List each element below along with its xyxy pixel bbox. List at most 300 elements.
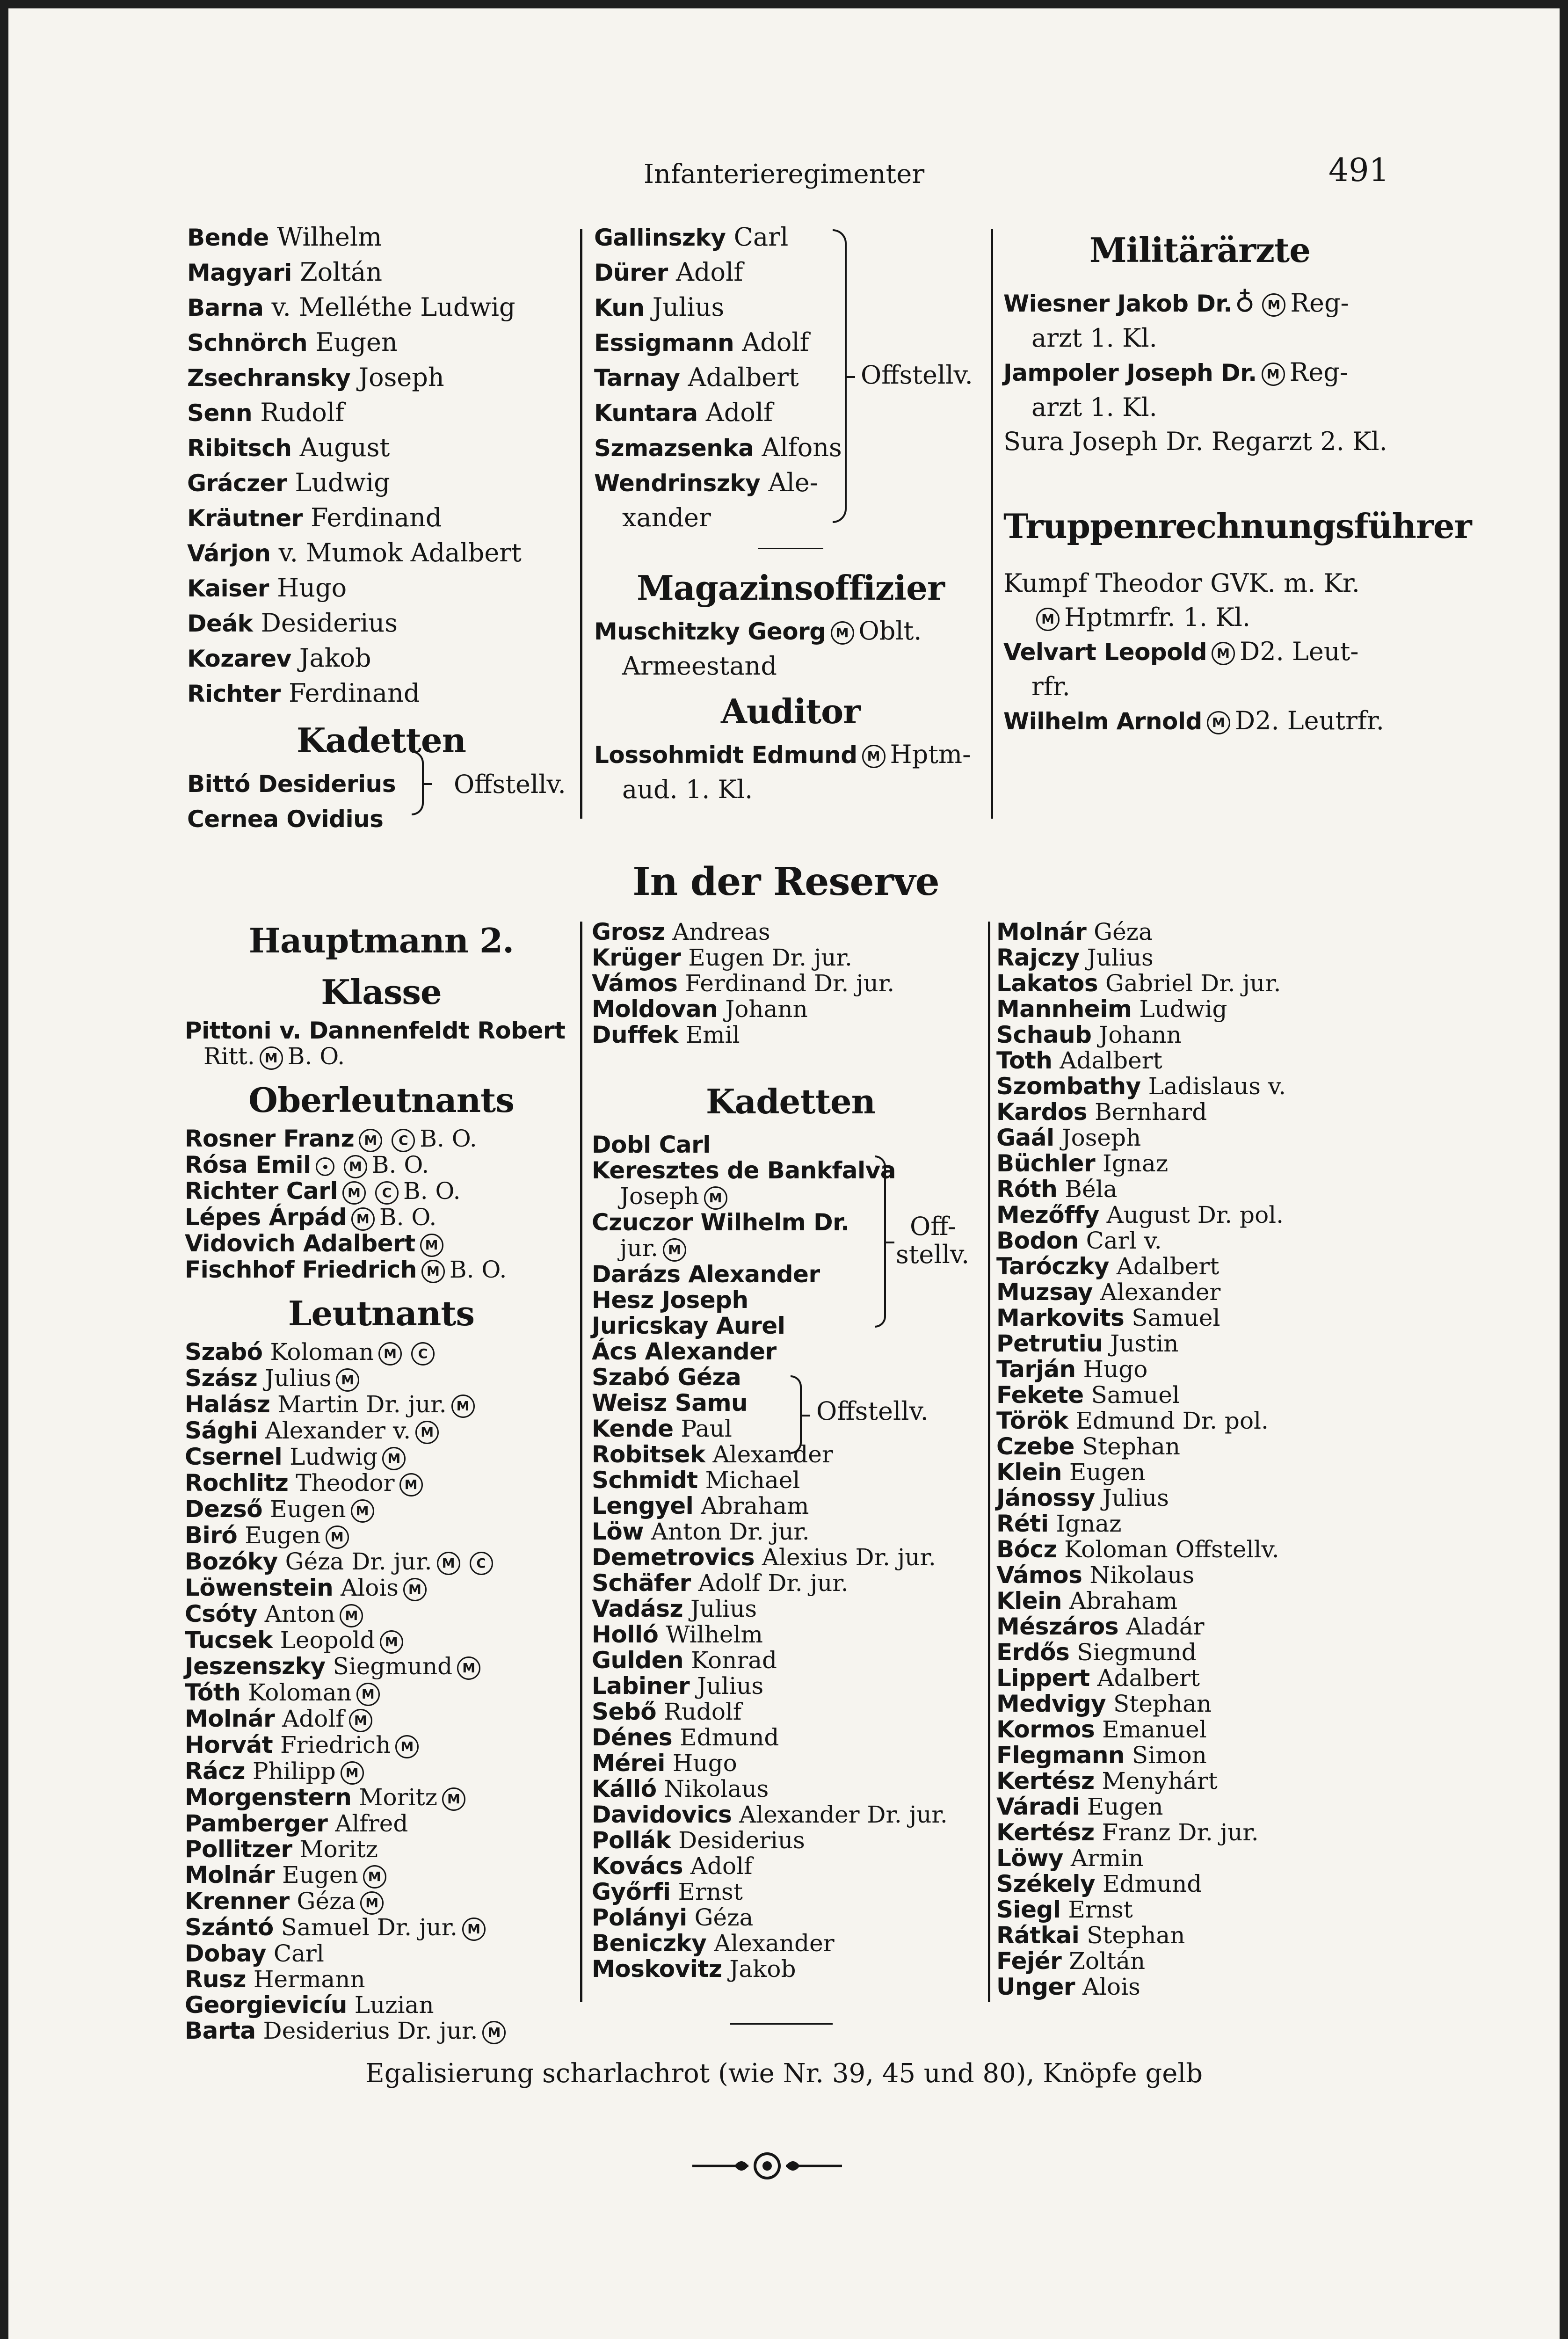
- given-name: Friedrich: [273, 1731, 391, 1758]
- given-name: Bernhard: [1087, 1098, 1207, 1126]
- list-item: [592, 1519, 989, 1545]
- given-name: Géza Dr. jur.: [277, 1548, 432, 1575]
- list-item: [185, 1758, 578, 1785]
- given-name: Béla: [1057, 1176, 1118, 1203]
- reserve-heading: In der Reserve: [632, 859, 939, 904]
- given-name: Adalbert: [1089, 1664, 1200, 1692]
- list-item: [996, 1640, 1399, 1665]
- surname: Petrutiu: [996, 1330, 1103, 1357]
- reserve-kadetten-brace-1: [875, 1155, 886, 1328]
- surname: Schnörch: [187, 329, 308, 356]
- surname: Büchler: [996, 1150, 1096, 1177]
- list-item: [996, 1511, 1399, 1537]
- list-item: [187, 220, 575, 255]
- surname: Szabó: [185, 1338, 263, 1366]
- given-name: Siegmund: [325, 1653, 453, 1680]
- medal-m-icon: M: [1212, 642, 1235, 665]
- medal-m-icon: M: [341, 1761, 364, 1785]
- given-name: Moritz: [351, 1784, 437, 1811]
- given-name: Abraham: [1062, 1587, 1178, 1614]
- given-name: Ale-: [760, 468, 818, 497]
- given-name: Wilhelm: [658, 1621, 763, 1648]
- given-name: Alfons: [754, 433, 842, 462]
- surname: Dürer: [594, 259, 668, 286]
- list-item: [996, 1408, 1399, 1434]
- list-item: Lossohmidt Edmund M Hptm-: [594, 740, 971, 769]
- hauptmann-heading: Hauptmann 2. Klasse: [248, 921, 514, 1012]
- list-item: [185, 1785, 578, 1811]
- list-item: [996, 945, 1399, 971]
- list-item: Wilhelm Arnold M D2. Leutrfr.: [1003, 706, 1384, 735]
- given-name: Adolf: [275, 1705, 344, 1732]
- medal-m-icon: M: [1207, 711, 1230, 734]
- given-name: Adalbert: [1109, 1253, 1220, 1280]
- list-item: rfr.: [1031, 672, 1070, 701]
- surname: Bodon: [996, 1227, 1079, 1254]
- given-name: Ignaz: [1095, 1150, 1169, 1177]
- list-item: [592, 1956, 989, 1982]
- surname: Molnár: [185, 1861, 275, 1889]
- list-item: [996, 1074, 1399, 1099]
- list-item: [185, 1575, 578, 1601]
- list-item: Wiesner Jakob Dr. ♁ M Reg-: [1003, 286, 1349, 318]
- list-item: Darázs Alexander: [592, 1261, 820, 1288]
- given-name: Rudolf: [252, 398, 345, 427]
- list-item: [185, 1811, 578, 1837]
- truppenrechnungsfuehrer-heading: Truppenrechnungsführer: [1003, 506, 1472, 546]
- surname: Löwy: [996, 1845, 1063, 1872]
- given-name: Adolf Dr. jur.: [690, 1569, 849, 1597]
- given-name: Eugen: [1080, 1793, 1163, 1820]
- surname: Vámos: [996, 1562, 1082, 1589]
- given-name: Theodor: [288, 1469, 395, 1496]
- given-name: Emanuel: [1095, 1716, 1207, 1743]
- list-item: [996, 1048, 1399, 1074]
- list-item: [592, 1931, 989, 1956]
- surname: Fejér: [996, 1947, 1062, 1975]
- medal-m-icon: M: [359, 1129, 382, 1152]
- medal-m-icon: M: [442, 1787, 465, 1811]
- given-name: Armin: [1063, 1845, 1144, 1872]
- surname: Wendrinszky: [594, 470, 761, 497]
- given-name: Koloman: [240, 1679, 352, 1706]
- list-item: [185, 1496, 578, 1523]
- medal-m-icon: M: [378, 1342, 402, 1366]
- medal-m-icon: M: [457, 1656, 480, 1680]
- list-item: [996, 1460, 1399, 1485]
- surname: Ribitsch: [187, 435, 292, 462]
- given-name: Edmund Dr. pol.: [1068, 1407, 1269, 1434]
- list-item: [185, 1444, 578, 1470]
- list-item: M Hptmrfr. 1. Kl.: [1003, 600, 1396, 634]
- surname: Morgenstern: [185, 1784, 352, 1811]
- dot-circle-icon: [316, 1157, 334, 1176]
- list-item: Lépes Árpád M B. O.: [185, 1204, 437, 1231]
- surname: Kertész: [996, 1819, 1095, 1846]
- medal-m-icon: M: [395, 1735, 419, 1758]
- given-name: Alexander v.: [257, 1417, 411, 1444]
- auditor-heading: Auditor: [720, 691, 861, 731]
- list-item: [996, 1434, 1399, 1460]
- list-item: Joseph M: [592, 1184, 989, 1210]
- given-name: Ferdinand: [280, 678, 420, 708]
- surname: Tucsek: [185, 1627, 273, 1654]
- surname: Taróczky: [996, 1253, 1109, 1280]
- medal-m-icon: M: [1262, 363, 1285, 386]
- surname: Robitsek: [592, 1441, 705, 1468]
- list-item: [996, 1588, 1399, 1614]
- list-item: [185, 1523, 578, 1549]
- list-item: [187, 465, 575, 501]
- surname: Pollitzer: [185, 1836, 292, 1863]
- list-item: [996, 1974, 1399, 2000]
- medal-c-icon: C: [470, 1552, 493, 1575]
- list-item: [185, 1654, 578, 1680]
- surname: Krenner: [185, 1888, 290, 1915]
- given-name: Desiderius: [671, 1827, 805, 1854]
- given-name: Carl: [266, 1940, 324, 1967]
- surname: Polányi: [592, 1904, 687, 1931]
- list-item: Ács Alexander: [592, 1338, 777, 1365]
- magazinsoffizier-heading: Magazinsoffizier: [637, 568, 944, 608]
- list-item: [996, 971, 1399, 996]
- offstellv-brace-label: Offstellv.: [861, 360, 973, 390]
- medal-m-icon: M: [326, 1525, 349, 1549]
- given-name: August Dr. pol.: [1099, 1201, 1284, 1228]
- list-item: [996, 919, 1399, 945]
- list-item: [592, 996, 989, 1022]
- surname: Siegl: [996, 1896, 1061, 1923]
- given-name: Aladár: [1118, 1613, 1205, 1640]
- cross-symbol-icon: ♁: [1234, 286, 1255, 318]
- list-item: [594, 430, 987, 465]
- list-item: Cernea Ovidius: [187, 806, 384, 833]
- reserve-col2-bottom-list: [592, 1416, 989, 1982]
- given-name: Eugen: [262, 1496, 346, 1523]
- surname: Barna: [187, 294, 264, 321]
- surname: Gaál: [996, 1124, 1054, 1151]
- reserve-kadetten-brace-2: [791, 1375, 802, 1454]
- reserve-kadetten-label-2: Offstellv.: [816, 1396, 929, 1426]
- list-item: [592, 1905, 989, 1931]
- list-item: [187, 571, 575, 606]
- list-item: [996, 1537, 1399, 1562]
- surname: Rajczy: [996, 944, 1080, 971]
- list-item: [185, 1470, 578, 1496]
- surname: Mannheim: [996, 995, 1132, 1023]
- surname: Csóty: [185, 1600, 257, 1627]
- given-name: Hermann: [246, 1966, 365, 1993]
- reserve-divider-1: [580, 922, 582, 2002]
- given-name: Andreas: [665, 918, 770, 945]
- given-name: Alois: [333, 1574, 399, 1601]
- running-header: Infanterieregimenter: [643, 159, 925, 189]
- list-item: [185, 1627, 578, 1654]
- list-item: [592, 1622, 989, 1648]
- surname: Senn: [187, 400, 253, 427]
- list-item: [996, 1845, 1399, 1871]
- given-name: Ladislaus v.: [1140, 1073, 1286, 1100]
- given-name: Moritz: [292, 1836, 378, 1863]
- surname: Kun: [594, 294, 645, 321]
- list-item: [996, 1897, 1399, 1923]
- surname: Lakatos: [996, 970, 1098, 997]
- list-item: [185, 1549, 578, 1575]
- given-name: Adolf: [668, 257, 743, 287]
- list-item: [592, 1596, 989, 1622]
- militaeraerzte-heading: Militärärzte: [1089, 230, 1311, 270]
- medal-m-icon: M: [403, 1578, 427, 1601]
- reserve-col3-list: [996, 919, 1399, 2000]
- list-item: [594, 325, 987, 360]
- list-item: [592, 1879, 989, 1905]
- surname: Flegmann: [996, 1742, 1125, 1769]
- kadetten-heading: Kadetten: [296, 720, 466, 760]
- given-name: Stephan: [1079, 1922, 1185, 1949]
- medal-m-icon: M: [336, 1368, 359, 1392]
- given-name: Hugo: [665, 1750, 737, 1777]
- given-name: Ernst: [1060, 1896, 1133, 1923]
- given-name: Johann: [1091, 1021, 1182, 1048]
- surname: Szmazsenka: [594, 435, 754, 462]
- given-name: Rudolf: [656, 1698, 742, 1725]
- surname: Löwenstein: [185, 1574, 334, 1601]
- surname: Rácz: [185, 1758, 245, 1785]
- surname: Csernel: [185, 1443, 283, 1470]
- list-item: [185, 1339, 578, 1366]
- given-name: Joseph: [1054, 1124, 1141, 1151]
- list-item: [996, 1485, 1399, 1511]
- given-name: Paul: [673, 1415, 732, 1442]
- given-name: Julius: [1079, 944, 1154, 971]
- list-item: [996, 1562, 1399, 1588]
- given-name: Carl: [726, 222, 789, 252]
- list-item: [996, 1382, 1399, 1408]
- list-item: [187, 641, 575, 676]
- list-item: Czuczor Wilhelm Dr.: [592, 1209, 849, 1236]
- surname: Schmidt: [592, 1467, 698, 1494]
- surname: Sebő: [592, 1698, 657, 1725]
- given-name: Philipp: [245, 1758, 336, 1785]
- leutnants-list: [185, 1339, 578, 2044]
- medal-m-icon: M: [831, 621, 854, 645]
- given-name: Luzian: [347, 1991, 434, 2019]
- medal-m-icon: M: [349, 1709, 372, 1732]
- list-item: Richter Carl M C B. O.: [185, 1177, 461, 1205]
- list-item: [592, 945, 989, 971]
- surname: Kaiser: [187, 575, 269, 602]
- reserve-kadetten-label-1b: stellv.: [896, 1240, 970, 1269]
- given-name: Wilhelm: [269, 222, 382, 252]
- list-item: [594, 290, 987, 325]
- list-item: [594, 501, 987, 535]
- list-item: Juricskay Aurel: [592, 1312, 785, 1339]
- given-name: Franz Dr. jur.: [1094, 1819, 1259, 1846]
- list-item: [185, 1392, 578, 1418]
- given-name: Eugen: [1062, 1459, 1146, 1486]
- surname: Moskovitz: [592, 1955, 722, 1983]
- list-item: [996, 1923, 1399, 1948]
- list-item: [592, 1570, 989, 1596]
- top-col1-name-list: [187, 220, 575, 711]
- list-item: Rosner Franz M C B. O.: [185, 1125, 477, 1152]
- list-item: [185, 1732, 578, 1758]
- medal-m-icon: M: [399, 1473, 423, 1496]
- footer-note: Egalisierung scharlachrot (wie Nr. 39, 45 und 80), Knöpfe gelb: [365, 2058, 1203, 2089]
- surname: Unger: [996, 1973, 1075, 2000]
- list-item: [996, 1125, 1399, 1151]
- list-item: [592, 1828, 989, 1853]
- surname: Moldovan: [592, 995, 718, 1023]
- list-item: Kumpf Theodor GVK. m. Kr.: [1003, 568, 1360, 598]
- given-name: Eugen Dr. jur.: [681, 944, 852, 971]
- surname: Lengyel: [592, 1492, 694, 1519]
- given-name: Adolf: [682, 1852, 753, 1880]
- surname: Horvát: [185, 1731, 273, 1758]
- list-item: [185, 1366, 578, 1392]
- medal-m-icon: M: [482, 2021, 506, 2044]
- list-item: jur. M: [592, 1235, 989, 1262]
- surname: Magyari: [187, 259, 292, 286]
- given-name: Koloman Offstellv.: [1057, 1536, 1279, 1563]
- medal-m-icon: M: [363, 1865, 386, 1889]
- medal-m-icon: M: [340, 1604, 363, 1627]
- given-name: Ernst: [670, 1878, 743, 1905]
- given-name: Adalbert: [1052, 1047, 1162, 1074]
- list-item: [592, 1853, 989, 1879]
- surname: Pamberger: [185, 1810, 328, 1837]
- medal-c-icon: C: [392, 1129, 415, 1152]
- surname: Kálló: [592, 1775, 657, 1802]
- medal-m-icon: M: [342, 1181, 366, 1205]
- given-name: Hugo: [1075, 1356, 1148, 1383]
- list-item: Ritt. M B. O.: [203, 1043, 345, 1070]
- list-item: [187, 536, 575, 571]
- list-item: [996, 1331, 1399, 1357]
- surname: Toth: [996, 1047, 1053, 1074]
- list-item: Keresztes de Bankfalva: [592, 1157, 896, 1184]
- list-item: [592, 919, 989, 945]
- list-item: [185, 1837, 578, 1862]
- given-name: Eugen: [237, 1522, 321, 1549]
- list-item: [996, 1794, 1399, 1820]
- surname: Grosz: [592, 918, 665, 945]
- surname: Rochlitz: [185, 1469, 289, 1496]
- list-item: [592, 1648, 989, 1673]
- given-name: Michael: [697, 1467, 800, 1494]
- surname: Medvigy: [996, 1690, 1106, 1717]
- list-item: [185, 1418, 578, 1444]
- medal-m-icon: M: [360, 1891, 384, 1915]
- surname: Rusz: [185, 1966, 246, 1993]
- list-item: [187, 255, 575, 290]
- list-item: [996, 1717, 1399, 1743]
- list-item: [185, 1992, 578, 2018]
- list-item: [185, 1967, 578, 1992]
- surname: Tóth: [185, 1679, 241, 1706]
- list-item: Vidovich Adalbert M: [185, 1231, 578, 1257]
- given-name: Samuel: [1124, 1304, 1220, 1331]
- medal-m-icon: M: [1036, 608, 1060, 631]
- surname: Szántó: [185, 1914, 274, 1941]
- list-item: [592, 1493, 989, 1519]
- surname: Vadász: [592, 1595, 683, 1622]
- given-name: Adolf: [697, 398, 773, 427]
- top-divider-1: [580, 229, 582, 819]
- given-name: Alexander: [1093, 1278, 1221, 1306]
- given-name: Carl v.: [1078, 1227, 1162, 1254]
- given-name: Koloman: [262, 1338, 374, 1366]
- surname: Essigmann: [594, 329, 734, 356]
- medal-m-icon: M: [351, 1499, 374, 1523]
- offstellv-brace: [833, 229, 847, 523]
- list-item: [592, 1699, 989, 1725]
- given-name: Samuel: [1083, 1381, 1180, 1409]
- list-item: [594, 465, 987, 501]
- list-item: [185, 1706, 578, 1732]
- given-name: v. Melléthe Ludwig: [263, 292, 515, 322]
- given-name: Eugen: [275, 1861, 358, 1889]
- list-item: Jampoler Joseph Dr. M Reg-: [1003, 357, 1349, 387]
- given-name: Nikolaus: [1082, 1562, 1195, 1589]
- list-item: [185, 2018, 578, 2044]
- given-name: Alexander: [706, 1930, 835, 1957]
- list-item: [185, 1680, 578, 1706]
- list-item: [996, 1948, 1399, 1974]
- reserve-divider-2: [988, 922, 990, 2002]
- surname: Muzsay: [996, 1278, 1093, 1306]
- list-item: [592, 1545, 989, 1570]
- reserve-kadetten-heading: Kadetten: [705, 1082, 876, 1121]
- surname: Gráczer: [187, 470, 287, 497]
- reserve-kadetten-label-1a: Off-: [910, 1212, 956, 1241]
- surname: Klein: [996, 1459, 1062, 1486]
- surname: Beniczky: [592, 1930, 707, 1957]
- list-item: [996, 1279, 1399, 1305]
- list-item: [185, 1889, 578, 1915]
- surname: Bende: [187, 224, 269, 251]
- surname: Vámos: [592, 970, 678, 997]
- top-divider-2: [991, 229, 993, 819]
- given-name: Zoltán: [291, 257, 383, 287]
- reserve-column-1: [185, 912, 578, 2044]
- surname: Labiner: [592, 1672, 690, 1700]
- given-name: Ferdinand: [302, 503, 442, 532]
- given-name: Ludwig: [282, 1443, 378, 1470]
- given-name: Stephan: [1106, 1690, 1212, 1717]
- surname: Kovács: [592, 1852, 683, 1880]
- list-item: [996, 1228, 1399, 1254]
- list-item: [187, 676, 575, 711]
- surname: Jeszenszky: [185, 1653, 326, 1680]
- given-name: Abraham: [693, 1492, 809, 1519]
- surname: Szombathy: [996, 1073, 1141, 1100]
- medal-m-icon: M: [437, 1552, 460, 1575]
- list-item: arzt 1. Kl.: [1031, 323, 1157, 353]
- surname: Schaub: [996, 1021, 1092, 1048]
- list-item: [996, 1151, 1399, 1177]
- medal-m-icon: M: [260, 1046, 283, 1070]
- given-name: Eugen: [307, 327, 398, 357]
- surname: Markovits: [996, 1304, 1125, 1331]
- given-name: Johann: [718, 995, 808, 1023]
- medal-m-icon: M: [380, 1630, 403, 1654]
- given-name: Jakob: [722, 1955, 796, 1983]
- list-item: [592, 1673, 989, 1699]
- surname: Kertész: [996, 1767, 1095, 1794]
- list-item: [592, 1725, 989, 1751]
- given-name: Leopold: [272, 1627, 375, 1654]
